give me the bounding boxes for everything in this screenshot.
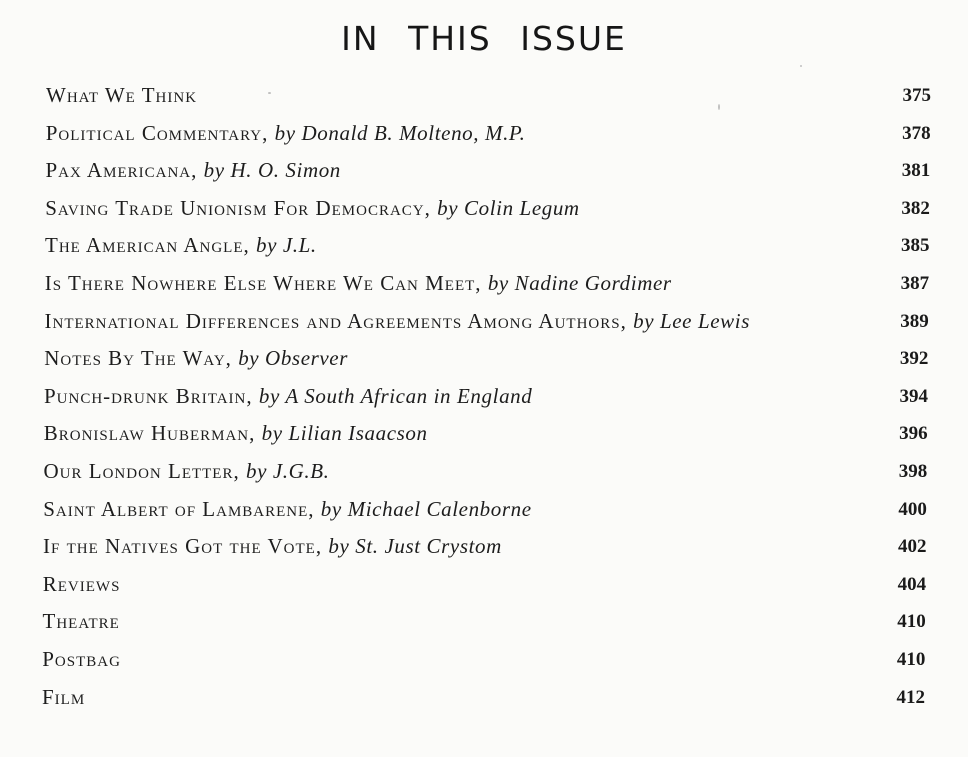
toc-entry <box>0 340 968 378</box>
entry-title: Pax Americana, by H. O. Simon <box>45 158 341 183</box>
print-speck <box>800 65 802 67</box>
entry-page-number: 382 <box>901 197 930 219</box>
entry-page-number: 398 <box>898 460 928 482</box>
entry-title: Postbag <box>42 646 121 671</box>
entry-page-number: 400 <box>898 498 927 520</box>
entry-page-number: 402 <box>898 536 927 558</box>
entry-author: by Lilian Isaacson <box>261 421 428 446</box>
entry-title: Punch-drunk Britain, by A South African in England <box>44 383 533 408</box>
entry-author: by Michael Calenborne <box>320 496 532 521</box>
toc-entry <box>0 265 968 303</box>
entry-title: If the Natives Got the Vote, by St. Just Crystom <box>43 534 502 559</box>
entry-title: Saint Albert of Lambarene, by Michael Calenborne <box>43 496 532 521</box>
entry-author: by J.G.B. <box>245 458 330 483</box>
entry-title: Our London Letter, by J.G.B. <box>43 458 330 483</box>
contents-heading: IN THIS ISSUE <box>341 19 627 58</box>
toc-entry <box>0 303 968 341</box>
entry-title: Reviews <box>42 571 121 596</box>
toc-entry <box>0 152 968 190</box>
entry-page-number: 385 <box>901 235 930 257</box>
print-speck <box>718 104 720 110</box>
entry-author: by A South African in England <box>258 383 533 408</box>
entry-page-number: 375 <box>902 85 931 106</box>
entry-title: Is There Nowhere Else Where We Can Meet, by Nadine Gordimer <box>44 270 672 295</box>
toc-entry <box>0 77 968 115</box>
toc-entry <box>0 415 968 453</box>
entry-page-number: 410 <box>896 648 926 670</box>
entry-author: by Observer <box>238 346 349 371</box>
entry-author: by Donald B. Molteno, M.P. <box>274 120 526 145</box>
entry-title: Bronislaw Huberman, by Lilian Isaacson <box>43 421 428 446</box>
toc-entry <box>0 603 968 641</box>
entry-page-number: 396 <box>899 423 928 445</box>
entry-title: Notes By The Way, by Observer <box>44 346 349 371</box>
entry-title: Saving Trade Unionism For Democracy, by Colin Legum <box>45 195 580 220</box>
toc-entry <box>0 566 968 604</box>
entry-title: The American Angle, by J.L. <box>45 233 317 258</box>
entry-title: What We Think <box>46 83 198 107</box>
entry-title: Film <box>42 684 86 709</box>
entry-title: Political Commentary, by Donald B. Molteno, M.P. <box>45 120 526 145</box>
entry-page-number: 378 <box>902 122 931 144</box>
entry-author: by Nadine Gordimer <box>487 270 672 295</box>
entry-author: by Colin Legum <box>437 195 580 220</box>
toc-entry <box>0 679 968 717</box>
entry-page-number: 394 <box>899 385 928 407</box>
toc-entry <box>0 453 968 491</box>
toc-entry <box>0 528 968 566</box>
entry-title: Theatre <box>42 609 120 634</box>
toc-entry <box>0 227 968 265</box>
toc-entry <box>0 641 968 679</box>
toc-entry <box>0 378 968 416</box>
entry-page-number: 381 <box>901 160 931 182</box>
entry-page-number: 392 <box>899 348 929 370</box>
table-of-contents <box>0 77 968 716</box>
entry-page-number: 412 <box>896 686 925 708</box>
entry-author: by J.L. <box>256 233 317 258</box>
entry-page-number: 404 <box>897 573 927 595</box>
entry-author: by Lee Lewis <box>633 308 750 333</box>
entry-author: by St. Just Crystom <box>328 534 502 559</box>
toc-entry <box>0 491 968 529</box>
toc-entry <box>0 115 968 153</box>
entry-title: International Differences and Agreements Among Authors, by Lee Lewis <box>44 308 750 333</box>
entry-page-number: 389 <box>900 310 929 332</box>
entry-page-number: 410 <box>897 611 926 633</box>
entry-page-number: 387 <box>900 272 930 294</box>
toc-entry <box>0 190 968 228</box>
entry-author: by H. O. Simon <box>203 158 341 183</box>
print-speck <box>268 92 271 94</box>
